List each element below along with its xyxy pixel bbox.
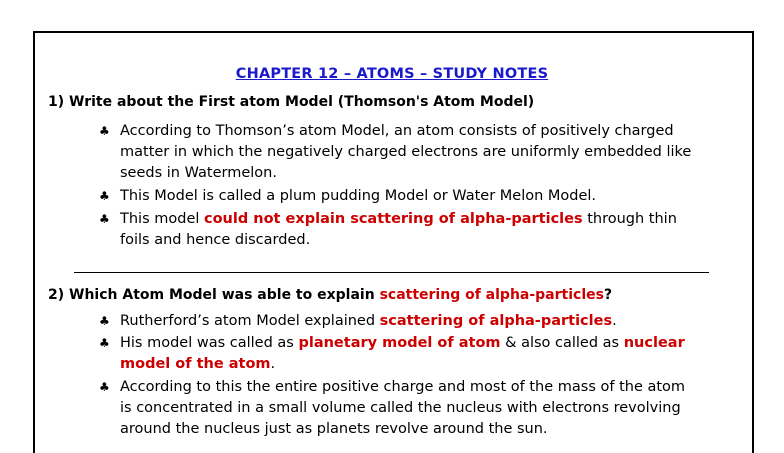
club-bullet-icon: ♣ — [99, 124, 110, 138]
bullet-text: According to this the entire positive charge and most of the mass of the atom is concentrated in a small volume called the nucleus with electrons revolving around the nucleus just as planets revolve around the sun. — [120, 379, 686, 437]
highlight: planetary model of atom — [298, 335, 501, 351]
club-bullet-icon: ♣ — [99, 314, 110, 328]
club-bullet-icon: ♣ — [99, 189, 110, 203]
page-title: CHAPTER 12 – ATOMS – STUDY NOTES — [235, 66, 549, 82]
highlight: scattering of alpha-particles — [379, 287, 604, 303]
highlight: scattering of alpha-particles — [379, 313, 613, 329]
club-bullet-icon: ♣ — [99, 336, 110, 350]
bullet-text: This Model is called a plum pudding Model or Water Melon Model. — [120, 188, 597, 204]
section-divider — [74, 272, 709, 273]
bullet-text: According to Thomson’s atom Model, an atom consists of positively charged matter in which the negatively charged electrons are uniformly embedded like seeds in Watermelon. — [120, 123, 692, 181]
highlight: nuclear model of the atom — [120, 335, 685, 372]
bullet-text: His model was called as planetary model of atom & also called as nuclear model of the atom. — [120, 335, 685, 372]
club-bullet-icon: ♣ — [99, 380, 110, 394]
bullet-text: This model could not explain scattering of alpha-particles through thin foils and hence discarded. — [120, 211, 677, 248]
highlight: could not explain scattering of alpha-particles — [204, 211, 583, 227]
question-2: 2) Which Atom Model was able to explain scattering of alpha-particles? — [48, 287, 613, 303]
question-1: 1) Write about the First atom Model (Thomson's Atom Model) — [48, 94, 535, 110]
club-bullet-icon: ♣ — [99, 212, 110, 226]
bullet-text: Rutherford’s atom Model explained scattering of alpha-particles. — [120, 313, 617, 329]
